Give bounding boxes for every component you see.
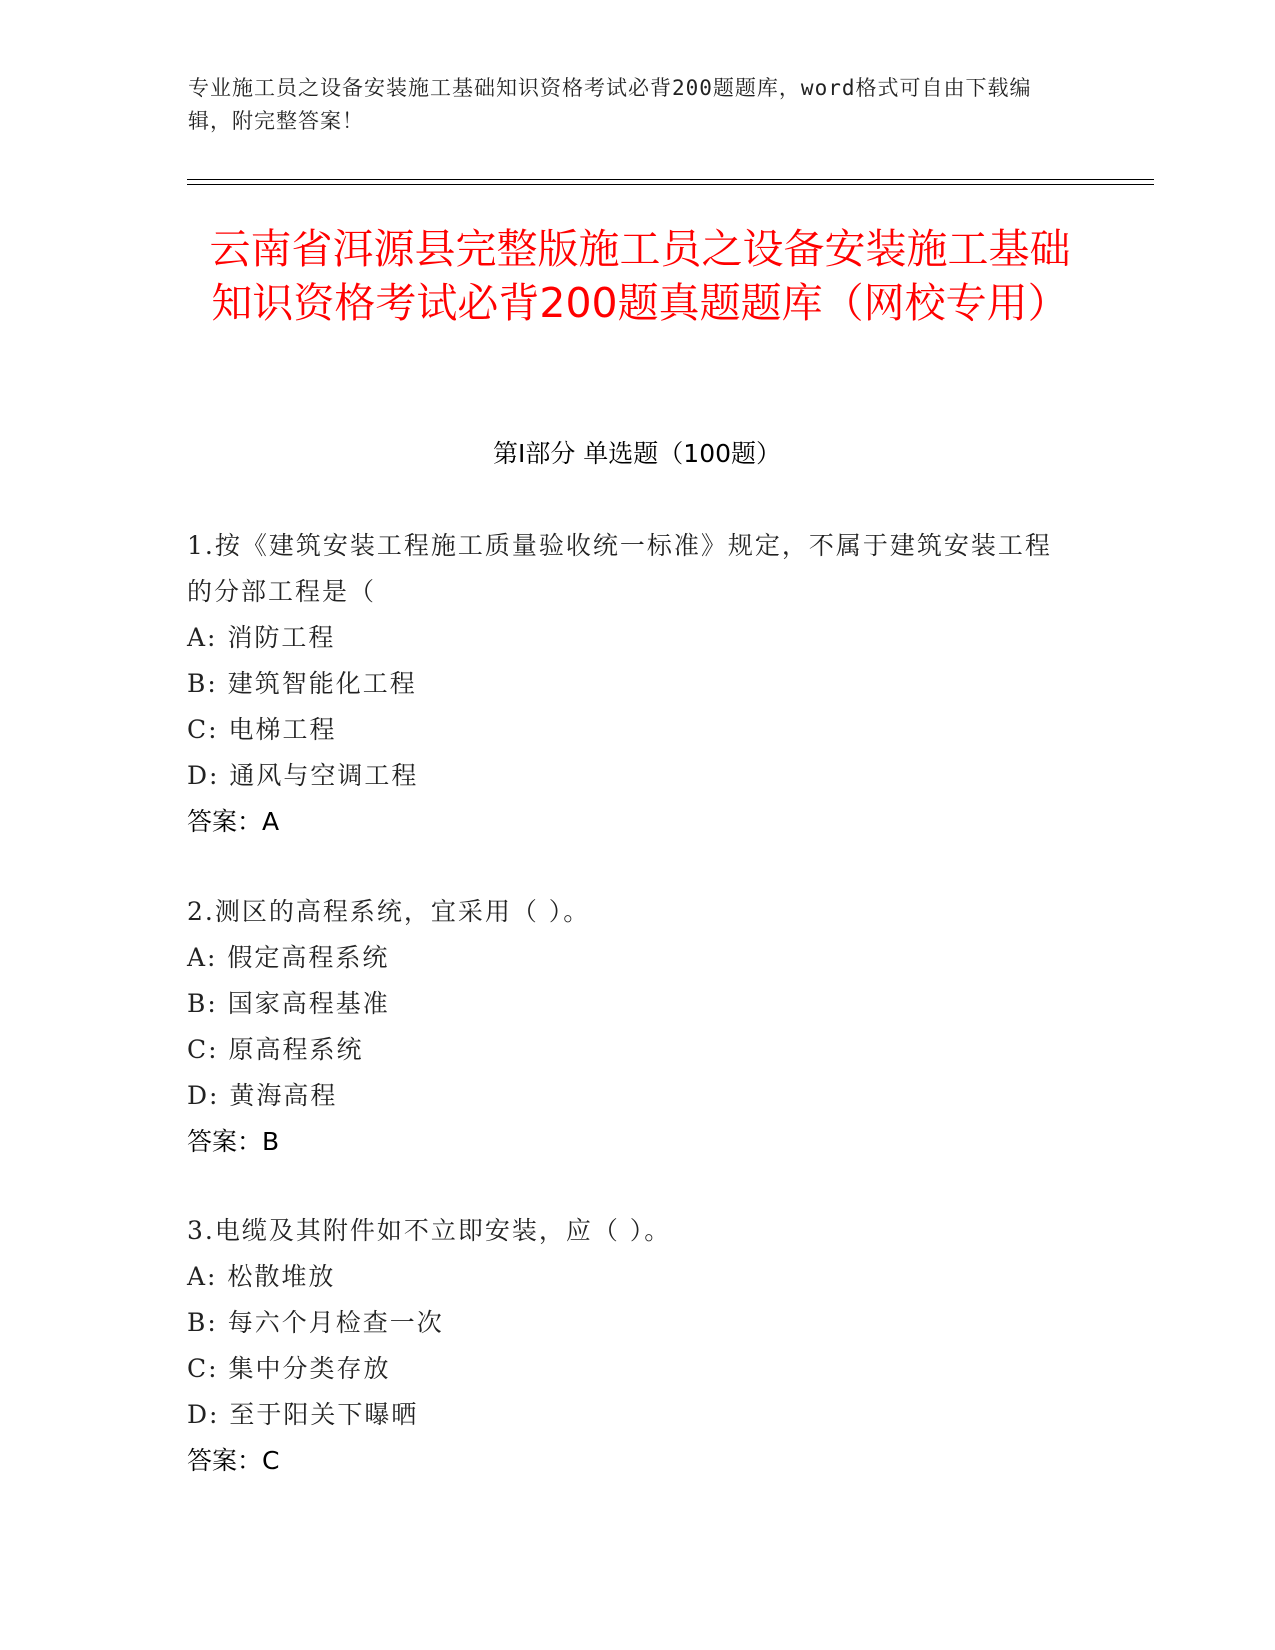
section-heading: 第Ⅰ部分 单选题（100题） [492, 439, 782, 468]
option-b: B: 国家高程基准 [187, 989, 390, 1018]
option-a: A: 松散堆放 [187, 1262, 336, 1291]
option-c: C: 电梯工程 [187, 715, 337, 744]
option-d: D: 至于阳关下曝晒 [187, 1400, 419, 1429]
option-c: C: 集中分类存放 [187, 1354, 391, 1383]
question-stem: 1.按《建筑安装工程施工质量验收统一标准》规定，不属于建筑安装工程的分部工程是（ [187, 531, 1052, 606]
header-divider-top [187, 179, 1154, 180]
header-divider-bottom [187, 184, 1154, 185]
document-title: 云南省洱源县完整版施工员之设备安装施工基础知识资格考试必背200题真题题库（网校专用） [209, 225, 1071, 327]
option-c: C: 原高程系统 [187, 1035, 364, 1064]
answer-line: 答案：C [187, 1446, 280, 1475]
question-block [187, 1208, 1067, 1484]
option-d: D: 黄海高程 [187, 1081, 338, 1110]
answer-line: 答案：B [187, 1127, 280, 1156]
question-block [187, 523, 1067, 845]
answer-line: 答案：A [187, 807, 280, 836]
option-d: D: 通风与空调工程 [187, 761, 419, 790]
question-stem: 3.电缆及其附件如不立即安装，应（ ）。 [187, 1216, 672, 1245]
option-a: A: 假定高程系统 [187, 943, 390, 972]
header-note: 专业施工员之设备安装施工基础知识资格考试必背200题题库，word格式可自由下载编辑，附完整答案！ [188, 76, 1032, 133]
option-b: B: 每六个月检查一次 [187, 1308, 444, 1337]
option-a: A: 消防工程 [187, 623, 336, 652]
option-b: B: 建筑智能化工程 [187, 669, 417, 698]
question-block [187, 889, 1067, 1165]
question-stem: 2.测区的高程系统，宜采用（ ）。 [187, 897, 591, 926]
